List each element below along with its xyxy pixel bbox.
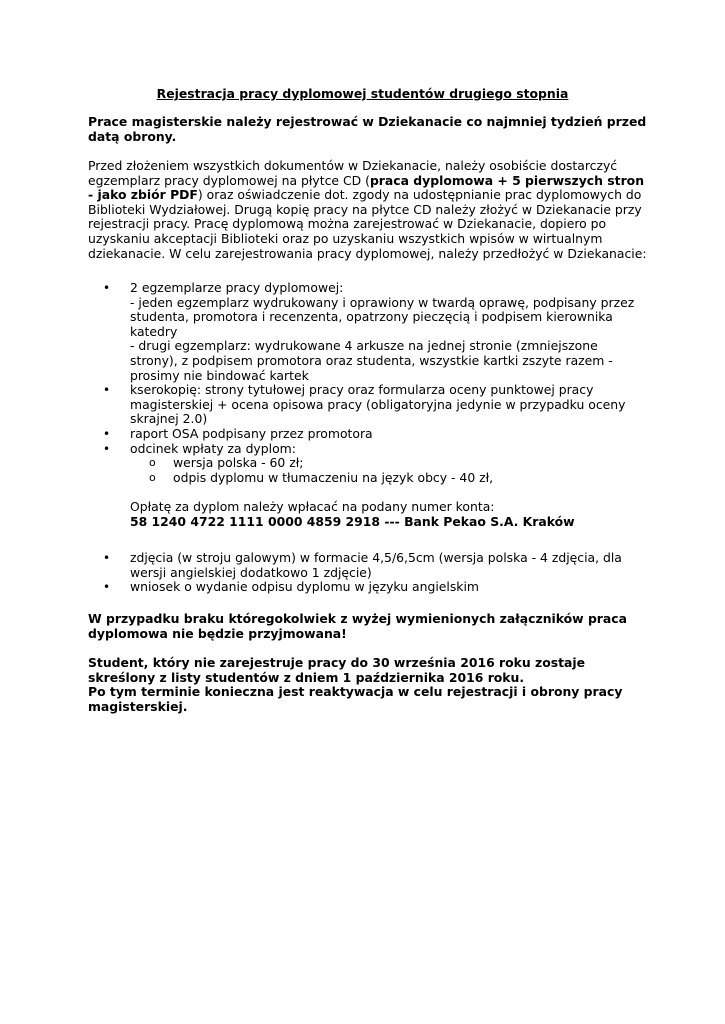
sub-item-polish-text: wersja polska - 60 zł; (173, 455, 304, 471)
copies-head: 2 egzemplarze pracy dyplomowej: (130, 280, 344, 295)
warning-paragraph: W przypadku braku któregokolwiek z wyżej wymienionych załączników praca dyplomowa nie będzie przyjmowana! (88, 611, 627, 641)
xerox-text: kserokopię: strony tytułowej pracy oraz formularza oceny punktowej pracy magisterskiej + ocena opisowa pracy (obligatoryjna jedynie w przypadku oceny skrajnej 2.0) (130, 382, 626, 427)
english-text: wniosek o wydanie odpisu dyplomu w języku angielskim (130, 579, 479, 595)
final-line-2: Po tym terminie konieczna jest reaktywacja w celu rejestracji i obrony pracy magisterskiej. (88, 684, 623, 714)
list-item-osa (88, 427, 648, 442)
final-line-1: Student, który nie zarejestruje pracy do 30 września 2016 roku zostaje skreślony z listy studentów z dniem 1 października 2016 roku. (88, 655, 586, 685)
list-item-photos (88, 551, 648, 580)
list-item-payment (88, 442, 648, 530)
copies-second: - drugi egzemplarz: wydrukowane 4 arkusze na jednej stronie (zmniejszone strony), z podpisem promotora oraz studenta, wszystkie kartki zszyte razem - prosimy nie bindować kartek (130, 338, 613, 383)
final-notice (88, 656, 648, 714)
payment-note: Opłatę za dyplom należy wpłacać na podany numer konta: (130, 498, 495, 514)
bullet-icon: • (103, 426, 111, 441)
intro-text-start: Przed złożeniem wszystkich dokumentów w Dziekanacie, należy osobiście dostarczyć egzemplarz pracy dyplomowej na płytce CD ( (88, 158, 618, 188)
sub-item-translation-text: odpis dyplomu w tłumaczeniu na język obcy - 40 zł, (173, 469, 494, 485)
list-item-copies (88, 281, 648, 383)
lead-paragraph: Prace magisterskie należy rejestrować w Dziekanacie co najmniej tydzień przed datą obrony. (88, 114, 647, 144)
copies-first: - jeden egzemplarz wydrukowany i oprawiony w twardą oprawę, podpisany przez studenta, promotora i recenzenta, opatrzony pieczęcią i podpisem kierownika katedry (130, 294, 635, 339)
intro-text-end: ) oraz oświadczenie dot. zgody na udostępnianie prac dyplomowych do Biblioteki Wydziałowej. Drugą kopię pracy na płytce CD należy złożyć w Dziekanacie przy rejestracji pracy. Pracę dyplomową można zarejestrować w Dziekanacie, dopiero po uzyskaniu akceptacji Biblioteki oraz po uzyskaniu wszystkich wpisów w wirtualnym dziekanacie. W celu zarejestrowania pracy dyplomowej, należy przedłożyć w Dziekanacie: (88, 187, 647, 261)
payment-head: odcinek wpłaty za dyplom: (130, 440, 296, 456)
circle-bullet-icon: o (149, 456, 156, 470)
bullet-icon: • (103, 441, 111, 456)
intro-paragraph (88, 159, 648, 261)
sub-item-polish (88, 456, 648, 471)
document-title: Rejestracja pracy dyplomowej studentów drugiego stopnia (156, 86, 569, 101)
sub-item-translation (88, 471, 648, 486)
bullet-icon: • (103, 580, 111, 595)
requirements-list (88, 281, 648, 529)
intro-text-bold: praca dyplomowa + 5 pierwszych stron - jako zbiór PDF (88, 172, 645, 203)
requirements-list-continued (88, 551, 648, 595)
bullet-icon: • (103, 281, 111, 295)
bank-account: 58 1240 4722 1111 0000 4859 2918 --- Bank Pekao S.A. Kraków (130, 513, 575, 529)
bullet-icon: • (103, 383, 111, 398)
list-item-english (88, 580, 648, 595)
osa-text: raport OSA podpisany przez promotora (130, 425, 373, 441)
bullet-icon: • (103, 551, 111, 565)
circle-bullet-icon: o (149, 470, 156, 484)
list-item-xerox (88, 383, 648, 427)
photos-text: zdjęcia (w stroju galowym) w formacie 4,5/6,5cm (wersja polska - 4 zdjęcia, dla wersji angielskiej dodatkowo 1 zdjęcie) (130, 550, 622, 580)
